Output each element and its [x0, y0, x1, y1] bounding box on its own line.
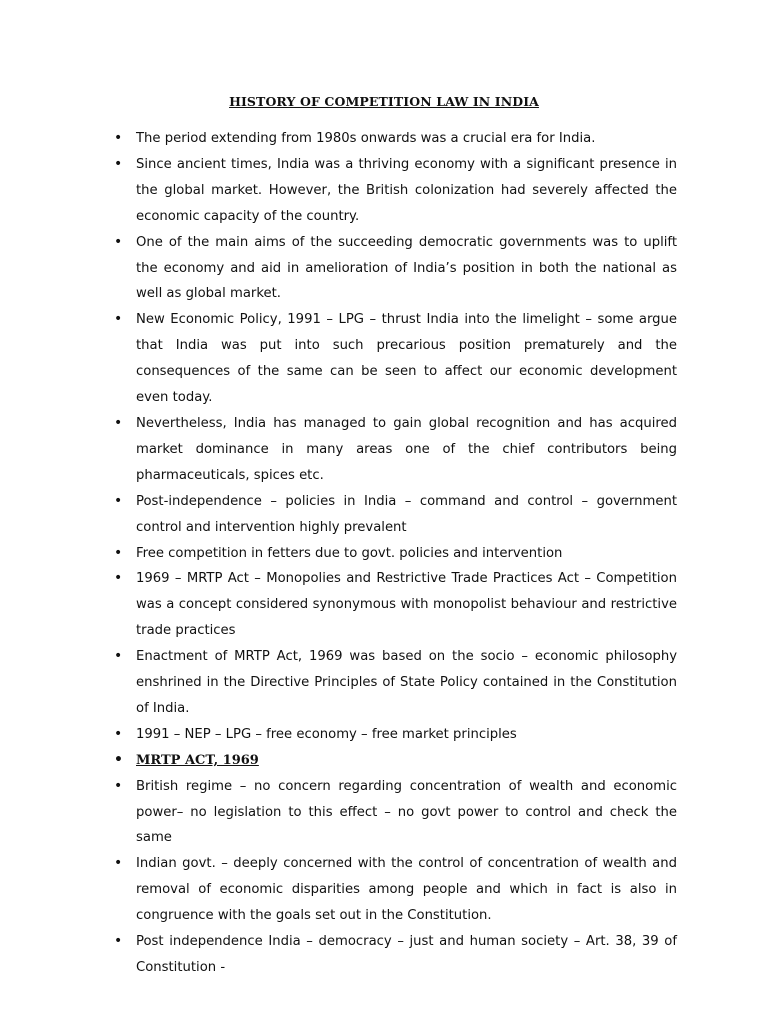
- bullet-icon: •: [114, 933, 123, 950]
- list-item-text: Enactment of MRTP Act, 1969 was based on the socio – economic philosophy enshrined in the Directive Principles of State Policy contained in the Constitution of India.: [136, 649, 677, 716]
- list-item-text: Free competition in fetters due to govt. policies and intervention: [136, 545, 563, 561]
- bullet-icon: •: [114, 855, 123, 872]
- list-item: [0, 929, 677, 981]
- bullet-icon: •: [114, 751, 123, 768]
- list-item-text: Post-independence – policies in India – command and control – government control and intervention highly prevalent: [136, 493, 677, 535]
- list-item-text: Nevertheless, India has managed to gain global recognition and has acquired market dominance in many areas one of the chief contributors being pharmaceuticals, spices etc.: [136, 415, 677, 483]
- section-heading-item: [0, 748, 677, 774]
- list-item: [0, 152, 677, 230]
- bullet-icon: •: [114, 544, 123, 561]
- bullet-icon: •: [114, 233, 123, 250]
- document-title: HISTORY OF COMPETITION LAW IN INDIA: [229, 94, 539, 109]
- list-item: [0, 411, 677, 489]
- list-item: [0, 774, 677, 852]
- list-item: [0, 126, 677, 152]
- list-item-text: Indian govt. – deeply concerned with the control of concentration of wealth and removal of economic disparities among people and which in fact is also in congruence with the goals set out in the Constitution.: [136, 856, 677, 924]
- list-item: [0, 489, 677, 541]
- list-item-text: One of the main aims of the succeeding democratic governments was to uplift the economy and aid in amelioration of India’s position in both the national as well as global market.: [136, 234, 677, 302]
- list-item-text: 1969 – MRTP Act – Monopolies and Restrictive Trade Practices Act – Competition was a concept considered synonymous with monopolist behaviour and restrictive trade practices: [136, 571, 677, 639]
- bullet-icon: •: [114, 648, 123, 665]
- list-item-text: Since ancient times, India was a thriving economy with a significant presence in the global market. However, the British colonization had severely affected the economic capacity of the country.: [136, 156, 677, 224]
- list-item: [0, 851, 677, 929]
- bullet-icon: •: [114, 311, 123, 328]
- list-item: [0, 230, 677, 308]
- bullet-icon: •: [114, 414, 123, 431]
- list-item: [0, 722, 677, 748]
- bullet-icon: •: [114, 725, 123, 742]
- list-item-text: British regime – no concern regarding concentration of wealth and economic power– no legislation to this effect – no govt power to control and check the same: [136, 778, 677, 846]
- bullet-icon: •: [114, 155, 123, 172]
- bullet-list: [0, 126, 768, 981]
- list-item: [0, 307, 677, 411]
- list-item-text: New Economic Policy, 1991 – LPG – thrust India into the limelight – some argue that India was put into such precarious position prematurely and the consequences of the same can be seen to affect our economic development even today.: [136, 312, 677, 406]
- list-item: [0, 541, 677, 567]
- list-item-text: 1991 – NEP – LPG – free economy – free market principles: [136, 726, 517, 742]
- list-item-text: The period extending from 1980s onwards was a crucial era for India.: [136, 131, 596, 146]
- bullet-icon: •: [114, 492, 123, 509]
- section-heading: MRTP ACT, 1969: [136, 752, 259, 768]
- bullet-icon: •: [114, 130, 123, 146]
- bullet-icon: •: [114, 570, 123, 587]
- bullet-icon: •: [114, 777, 123, 794]
- list-item: [0, 644, 677, 722]
- list-item: [0, 566, 677, 644]
- list-item-text: Post independence India – democracy – just and human society – Art. 38, 39 of Constitution -: [136, 934, 677, 975]
